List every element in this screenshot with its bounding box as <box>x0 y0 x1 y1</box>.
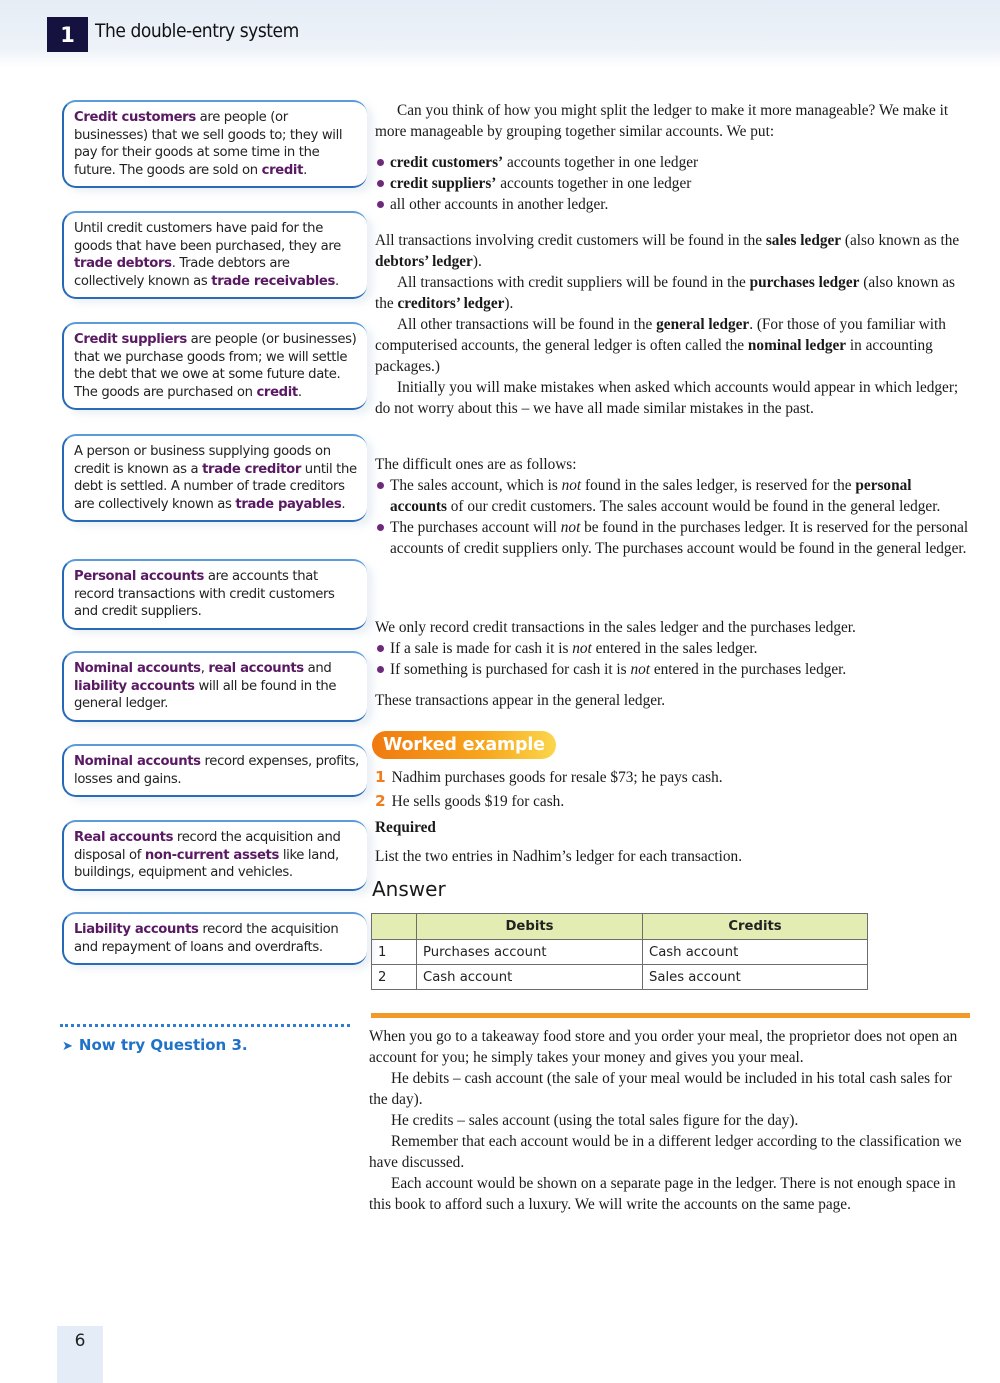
chapter-number: 1 <box>47 17 88 52</box>
bullet-item: all other accounts in another ledger. <box>375 194 970 215</box>
definition-box: Nominal accounts, real accounts and liability accounts will all be found in the general ledger. <box>62 651 367 722</box>
paragraph: He debits – cash account (the sale of your meal would be included in his total cash sales for the day). <box>369 1070 952 1108</box>
definition-box: Until credit customers have paid for the goods that have been purchased, they are trade debtors. Trade debtors are collectively known as trade receivables. <box>62 211 367 299</box>
definition-box: Liability accounts record the acquisition and repayment of loans and overdrafts. <box>62 912 367 965</box>
cash-section <box>375 617 970 711</box>
definition-box: Nominal accounts record expenses, profits, losses and gains. <box>62 744 367 797</box>
answer-heading: Answer <box>372 877 446 901</box>
paragraph: Each account would be shown on a separate page in the ledger. There is not enough space in this book to afford such a luxury. We will write the accounts on the same page. <box>369 1175 956 1213</box>
bullet-item: The sales account, which is not found in the sales ledger, is reserved for the personal accounts of our credit customers. The sales account would be found in the general ledger. <box>375 475 970 517</box>
definition-box: A person or business supplying goods on credit is known as a trade creditor until the debt is settled. A number of trade creditors are collectively known as trade payables. <box>62 434 367 522</box>
example-number: 2 <box>375 792 386 810</box>
definition-box: Credit suppliers are people (or businesses) that we purchase goods from; we will settle the debt that we owe at some future date. The goods are purchased on credit. <box>62 322 367 410</box>
required-text: List the two entries in Nadhim’s ledger for each transaction. <box>375 848 743 865</box>
paragraph: These transactions appear in the general ledger. <box>375 692 666 709</box>
table-cell: Purchases account <box>417 940 643 965</box>
example-number: 1 <box>375 768 386 786</box>
orange-divider <box>371 1013 970 1018</box>
arrow-right-icon: ➤ <box>62 1039 73 1054</box>
page-number: 6 <box>57 1326 103 1383</box>
table-header: Credits <box>643 914 868 940</box>
example-text: Nadhim purchases goods for resale $73; he pays cash. <box>391 769 723 786</box>
paragraph: All transactions with credit suppliers will be found in the purchases ledger (also known as the creditors’ ledger). <box>375 274 955 312</box>
paragraph: All other transactions will be found in the general ledger. (For those of you familiar with computerised accounts, the general ledger is often called the nominal ledger in accounting packages.) <box>375 316 946 375</box>
table-row <box>372 965 868 990</box>
dotted-divider <box>60 1024 350 1027</box>
worked-example <box>375 767 970 867</box>
intro-section <box>375 100 970 215</box>
chapter-title: The double-entry system <box>95 20 299 42</box>
closing-section <box>369 1026 969 1215</box>
table-header-row <box>372 914 868 940</box>
intro-paragraph: Can you think of how you might split the ledger to make it more manageable? We make it more manageable by grouping together similar accounts. We put: <box>375 102 949 140</box>
bullet-item: The purchases account will not be found in the purchases ledger. It is reserved for the personal accounts of credit suppliers only. The purchases account would be found in the general ledger. <box>375 517 970 559</box>
table-header: Debits <box>417 914 643 940</box>
table-cell: 1 <box>372 940 417 965</box>
example-item <box>375 767 970 788</box>
definition-box: Real accounts record the acquisition and disposal of non-current assets like land, buildings, equipment and vehicles. <box>62 820 367 891</box>
bullet-item: If a sale is made for cash it is not entered in the sales ledger. <box>375 638 970 659</box>
paragraph: He credits – sales account (using the total sales figure for the day). <box>391 1112 799 1129</box>
definition-box: Personal accounts are accounts that record transactions with credit customers and credit suppliers. <box>62 559 367 630</box>
difficult-section <box>375 454 970 559</box>
ledger-section <box>375 230 970 419</box>
paragraph: We only record credit transactions in the sales ledger and the purchases ledger. <box>375 619 856 636</box>
paragraph: All transactions involving credit customers will be found in the sales ledger (also known as the debtors’ ledger). <box>375 232 960 270</box>
definition-box: Credit customers are people (or businesses) that we sell goods to; they will pay for their goods at some time in the future. The goods are sold on credit. <box>62 100 367 188</box>
example-item <box>375 791 970 812</box>
bullet-item: If something is purchased for cash it is not entered in the purchases ledger. <box>375 659 970 680</box>
paragraph: Initially you will make mistakes when asked which accounts would appear in which ledger; do not worry about this – we have all made similar mistakes in the past. <box>375 379 959 417</box>
bullet-item: credit customers’ accounts together in one ledger <box>375 152 970 173</box>
table-cell: Sales account <box>643 965 868 990</box>
now-try-label: Now try Question 3. <box>78 1036 248 1054</box>
table-cell: 2 <box>372 965 417 990</box>
paragraph: The difficult ones are as follows: <box>375 456 577 473</box>
table-row <box>372 940 868 965</box>
example-text: He sells goods $19 for cash. <box>391 793 565 810</box>
bullet-item: credit suppliers’ accounts together in one ledger <box>375 173 970 194</box>
table-cell: Cash account <box>643 940 868 965</box>
now-try-link[interactable] <box>62 1036 248 1054</box>
worked-example-badge: Worked example <box>372 731 556 759</box>
paragraph: Remember that each account would be in a different ledger according to the classification we have discussed. <box>369 1133 962 1171</box>
answer-table <box>371 913 868 990</box>
table-header <box>372 914 417 940</box>
paragraph: When you go to a takeaway food store and you order your meal, the proprietor does not open an account for you; he simply takes your money and gives you your meal. <box>369 1028 958 1066</box>
required-label: Required <box>375 819 436 836</box>
table-cell: Cash account <box>417 965 643 990</box>
